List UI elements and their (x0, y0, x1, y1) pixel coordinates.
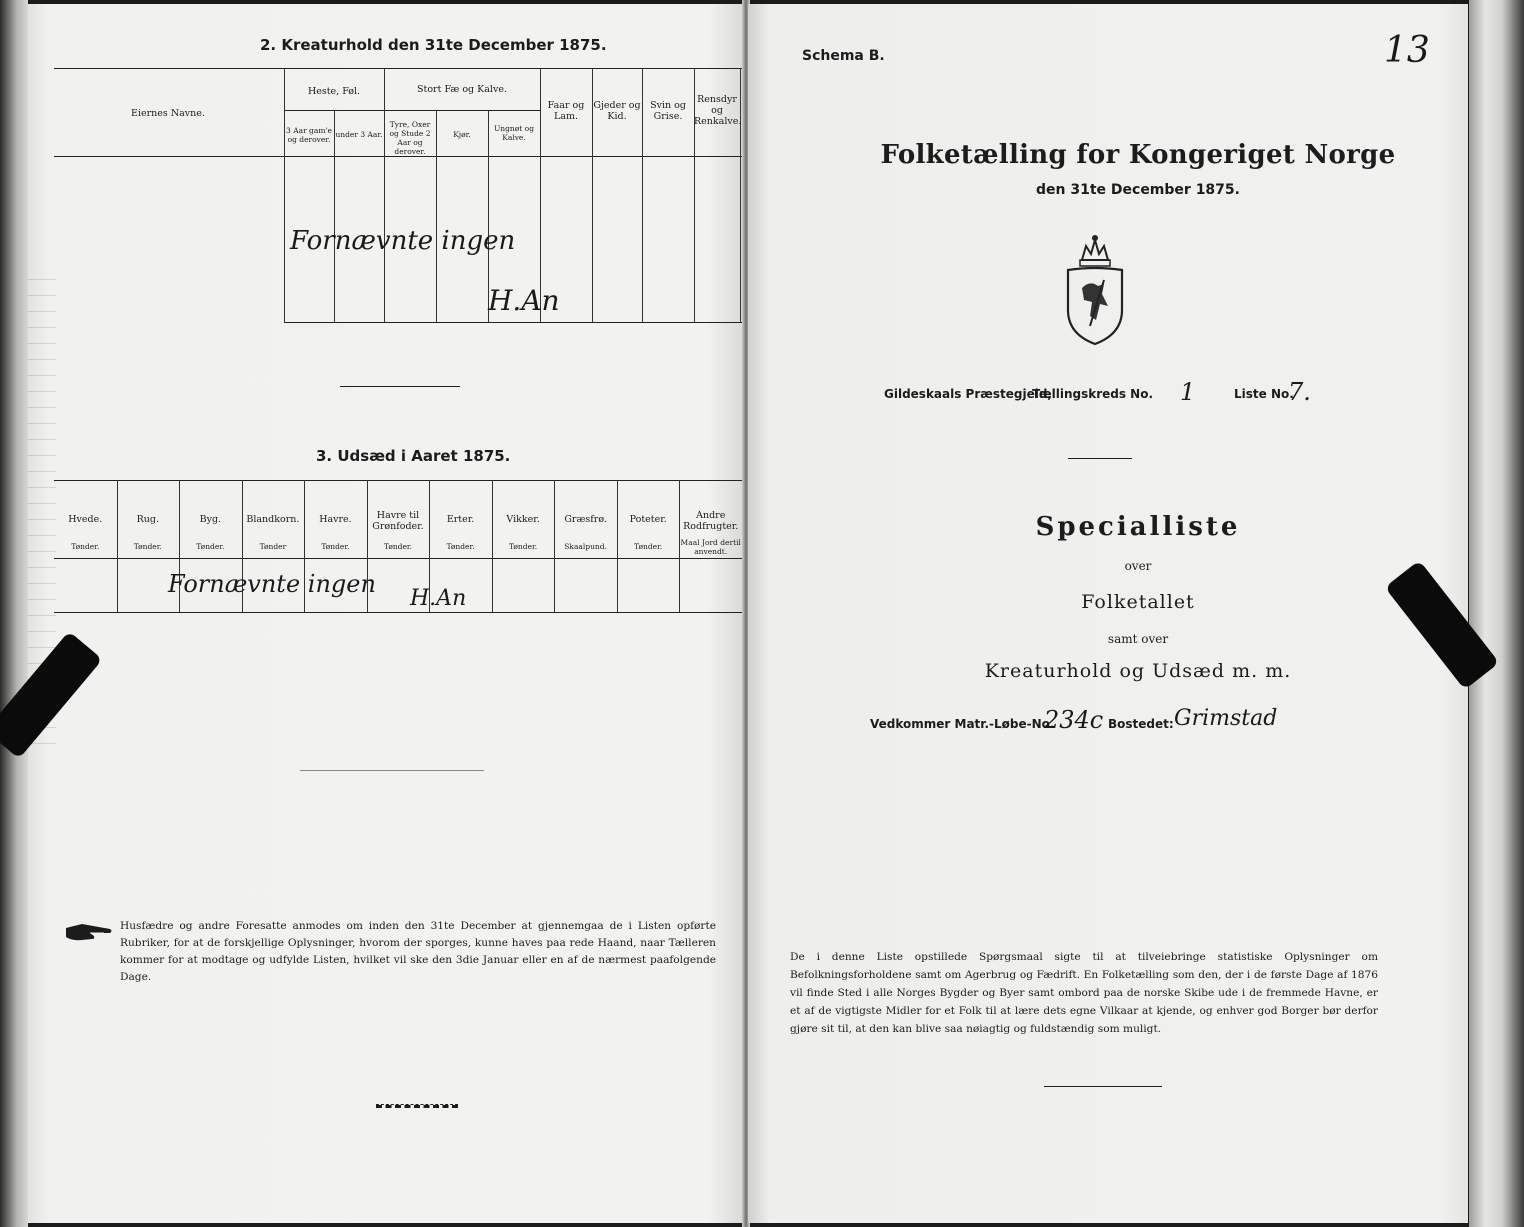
table3-col-unit: Skaalpund. (564, 542, 607, 551)
section2-heading: 2. Kreaturhold den 31te December 1875. (260, 36, 607, 54)
samt-over-text: samt over (1107, 632, 1169, 646)
handwritten-initials-3: H.An (410, 586, 467, 611)
list-label: Liste No. (1234, 387, 1294, 401)
table3-col-unit: Tønder. (71, 542, 100, 551)
col-gjeder: Gjeder og Kid. (593, 100, 641, 122)
col-heste-young: under 3 Aar. (335, 130, 383, 139)
col-line (436, 110, 437, 322)
col-line (384, 68, 385, 322)
parish-label: Gildeskaals Præstegjeld, (884, 387, 1052, 401)
district-label: Tællingskreds No. (1032, 387, 1154, 401)
col-heste-old: 3 Aar gam'e og derover. (286, 126, 332, 144)
col-line (284, 68, 285, 322)
table3-col-name: Havre. (319, 514, 352, 525)
table3-col-name: Rug. (136, 514, 159, 525)
handwritten-none-3: Fornævnte ingen (168, 570, 376, 598)
faint-rule (300, 770, 484, 771)
right-page (748, 4, 1468, 1223)
table3-col-unit: Tønder. (321, 542, 350, 551)
census-date: den 31te December 1875. (1036, 182, 1240, 198)
bosted-label: Bostedet: (1108, 717, 1174, 731)
table3-col-unit: Tønder. (634, 542, 663, 551)
table3-col-name: Vikker. (506, 514, 540, 525)
kreaturhold-udsaed-text: Kreaturhold og Udsæd m. m. (984, 660, 1292, 682)
table3-col-name: Andre Rodfrugter. (683, 510, 739, 532)
table3-col-name: Erter. (446, 514, 475, 525)
district-value[interactable]: 1 (1180, 378, 1196, 406)
col-owner-name: Eiernes Navne. (131, 108, 205, 119)
pointing-hand-icon (64, 920, 114, 944)
col-svin: Svin og Grise. (650, 100, 686, 122)
census-title: Folketælling for Kongeriget Norge (880, 140, 1396, 170)
table3-col-unit: Tønder. (509, 542, 538, 551)
table3-col-unit: Tønder. (383, 542, 413, 551)
col-ungnot: Ungnøt og Kalve. (493, 124, 534, 142)
table3-col-name: Byg. (199, 514, 222, 525)
specialliste-title: Specialliste (1035, 512, 1241, 542)
norway-coat-of-arms-icon (1060, 230, 1130, 350)
table3-col-name: Græsfrø. (564, 514, 607, 525)
short-rule (1068, 458, 1132, 459)
bottom-rule (376, 1104, 458, 1108)
table2-top-border (54, 68, 742, 69)
footer-rule (1044, 1086, 1162, 1087)
section3-heading: 3. Udsæd i Aaret 1875. (316, 447, 511, 465)
table3-top-border (54, 480, 742, 481)
over-text-1: over (1124, 559, 1152, 573)
table3-col-unit: Tønder (259, 542, 287, 551)
bosted-value[interactable]: Grimstad (1174, 706, 1278, 731)
folketallet-text: Folketallet (1081, 591, 1195, 613)
separator-rule (340, 386, 460, 387)
table2-header-border (54, 156, 742, 157)
notice-paragraph: Husfædre og andre Foresatte anmodes om inden den 31te December at gjennemgaa de i Listen opførte Rubriker, for at de forskjellige Oplysninger, hvorom der sporges, kunne haves paa rede Haand, naar Tælleren kommer for at modtage og udfylde Listen, hvilket vil ske den 3die Januar eller en af de nærmest paafolgende Dage. (120, 920, 716, 983)
table3-col-unit: Tønder. (133, 542, 162, 551)
left-page (28, 4, 744, 1223)
table3-col-unit: Maal Jord dertil anvendt. (680, 538, 741, 556)
table3-col-unit: Tønder. (446, 542, 475, 551)
handwritten-initials-2: H.An (488, 284, 560, 317)
table3-col-unit: Tønder. (196, 542, 225, 551)
page-number: 13 (1384, 30, 1430, 71)
list-value[interactable]: 7. (1288, 378, 1311, 406)
col-line (334, 110, 335, 322)
col-heste: Heste, Føl. (307, 86, 361, 97)
left-book-edge (0, 0, 28, 1227)
col-line (740, 68, 741, 322)
handwritten-none-2: Fornævnte ingen (290, 226, 516, 256)
table3-col-name: Blandkorn. (246, 514, 300, 525)
col-stort-fae: Stort Fæ og Kalve. (417, 84, 507, 95)
table3-bottom-border (54, 612, 742, 613)
col-kjor: Kjør. (453, 130, 471, 139)
matr-value[interactable]: 234c (1044, 706, 1104, 734)
schema-label: Schema B. (802, 48, 885, 64)
table3-header-border (54, 558, 742, 559)
right-book-edge (1469, 0, 1524, 1227)
footer-paragraph: De i denne Liste opstillede Spørgsmaal sigte til at tilveiebringe statistiske Oplysninger om Befolkningsforholdene samt om Agerbrug og Fædrift. En Folketælling som den, der i de første Dage af 1876 vil finde Sted i alle Norges Bygder og Byer samt ombord paa de norske Skibe ude i de fremmede Havne, er et af de vigtigste Midler for et Folk til at lære dets egne Vilkaar at kjende, og enhver god Borger bør derfor gjøre sit til, at den kan blive saa nøiagtig og fuldstændig som muligt. (790, 951, 1378, 1035)
col-faar: Faar og Lam. (547, 100, 585, 122)
table2-bottom-border (284, 322, 742, 323)
table3-col-name: Poteter. (629, 514, 667, 525)
col-rensdyr: Rensdyr og Renkalve. (694, 94, 742, 127)
matr-label: Vedkommer Matr.-Løbe-No. (870, 717, 1055, 731)
table2-sub-border (284, 110, 540, 111)
col-tyre-oxer: Tyre, Oxer og Stude 2 Aar og derover. (389, 120, 431, 156)
table3-col-name: Havre til Grønfoder. (372, 510, 424, 532)
table3-col-name: Hvede. (68, 514, 103, 525)
